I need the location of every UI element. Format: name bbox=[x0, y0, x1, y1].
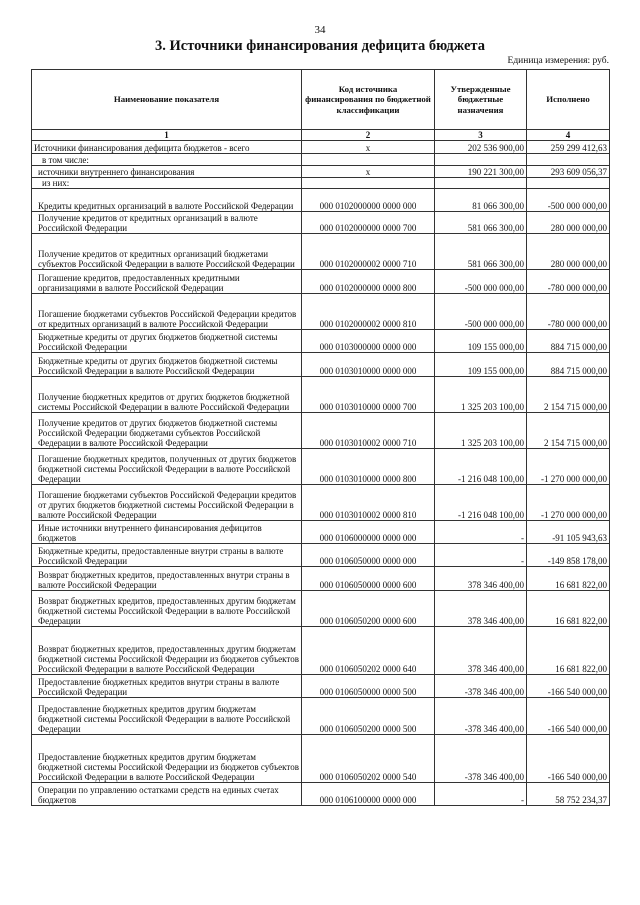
header-source-code: Код источника финансирования по бюджетной классификации bbox=[302, 70, 435, 130]
row-indicator-name: Источники финансирования дефицита бюджетов - всего bbox=[32, 141, 302, 154]
table-row bbox=[32, 675, 610, 698]
table-row bbox=[32, 353, 610, 377]
row-approved-amount: 190 221 300,00 bbox=[435, 166, 527, 178]
row-executed-amount: 16 681 822,00 bbox=[527, 627, 610, 675]
row-indicator-name: Получение кредитов от кредитных организаций бюджетами субъектов Российской Федерации в валюте Российской Федерации bbox=[32, 234, 302, 270]
row-source-code: 000 0106100000 0000 000 bbox=[302, 783, 435, 806]
table-row bbox=[32, 166, 610, 178]
row-indicator-name: Бюджетные кредиты от других бюджетов бюджетной системы Российской Федерации в валюте Российской Федерации bbox=[32, 353, 302, 377]
row-executed-amount bbox=[527, 178, 610, 189]
row-executed-amount: -1 270 000 000,00 bbox=[527, 485, 610, 521]
row-source-code: 000 0106050000 0000 600 bbox=[302, 567, 435, 591]
row-source-code: 000 0102000000 0000 000 bbox=[302, 189, 435, 212]
row-source-code: 000 0103010000 0000 800 bbox=[302, 449, 435, 485]
column-number: 3 bbox=[435, 130, 527, 141]
table-body bbox=[32, 141, 610, 806]
row-indicator-name: Возврат бюджетных кредитов, предоставленных внутри страны в валюте Российской Федерации bbox=[32, 567, 302, 591]
table-row bbox=[32, 294, 610, 330]
row-approved-amount bbox=[435, 178, 527, 189]
column-number: 2 bbox=[302, 130, 435, 141]
table-row bbox=[32, 735, 610, 783]
table-row bbox=[32, 270, 610, 294]
table-row bbox=[32, 189, 610, 212]
row-indicator-name: Погашение бюджетами субъектов Российской Федерации кредитов от других бюджетов бюджетной системы Российской Федерации в валюте Российской Федерации bbox=[32, 485, 302, 521]
row-source-code bbox=[302, 154, 435, 166]
table-row bbox=[32, 212, 610, 234]
row-source-code: 000 0106050200 0000 600 bbox=[302, 591, 435, 627]
column-number: 4 bbox=[527, 130, 610, 141]
column-number-row bbox=[32, 130, 610, 141]
row-executed-amount: -149 858 178,00 bbox=[527, 544, 610, 567]
row-indicator-name: Получение бюджетных кредитов от других бюджетов бюджетной системы Российской Федерации в валюте Российской Федерации bbox=[32, 377, 302, 413]
row-source-code: 000 0102000002 0000 810 bbox=[302, 294, 435, 330]
row-approved-amount: 378 346 400,00 bbox=[435, 567, 527, 591]
page-number: 34 bbox=[314, 24, 326, 36]
row-approved-amount: -378 346 400,00 bbox=[435, 675, 527, 698]
row-approved-amount: 1 325 203 100,00 bbox=[435, 413, 527, 449]
table-row bbox=[32, 377, 610, 413]
row-indicator-name: Погашение кредитов, предоставленных кредитными организациями в валюте Российской Федерации bbox=[32, 270, 302, 294]
row-indicator-name: в том числе: bbox=[32, 154, 302, 166]
row-executed-amount: -780 000 000,00 bbox=[527, 270, 610, 294]
row-approved-amount bbox=[435, 154, 527, 166]
row-source-code bbox=[302, 178, 435, 189]
row-indicator-name: Погашение бюджетных кредитов, полученных от других бюджетов бюджетной системы Российской Федерации в валюте Российской Федерации bbox=[32, 449, 302, 485]
row-executed-amount: -500 000 000,00 bbox=[527, 189, 610, 212]
row-executed-amount: 2 154 715 000,00 bbox=[527, 413, 610, 449]
row-source-code: 000 0106050202 0000 640 bbox=[302, 627, 435, 675]
row-approved-amount: - bbox=[435, 783, 527, 806]
row-executed-amount: 259 299 412,63 bbox=[527, 141, 610, 154]
table-row bbox=[32, 485, 610, 521]
table-row bbox=[32, 234, 610, 270]
header-approved: Утвержденные бюджетные назначения bbox=[435, 70, 527, 130]
row-approved-amount: -1 216 048 100,00 bbox=[435, 449, 527, 485]
row-indicator-name: Бюджетные кредиты, предоставленные внутри страны в валюте Российской Федерации bbox=[32, 544, 302, 567]
table-row bbox=[32, 544, 610, 567]
table-row bbox=[32, 591, 610, 627]
units-label: Единица измерения: руб. bbox=[507, 56, 609, 66]
row-approved-amount: 378 346 400,00 bbox=[435, 627, 527, 675]
table-row bbox=[32, 698, 610, 735]
page-title: 3. Источники финансирования дефицита бюджета bbox=[155, 38, 485, 54]
row-source-code: 000 0102000002 0000 710 bbox=[302, 234, 435, 270]
row-executed-amount: 293 609 056,37 bbox=[527, 166, 610, 178]
row-approved-amount: 81 066 300,00 bbox=[435, 189, 527, 212]
table-row bbox=[32, 141, 610, 154]
row-source-code: 000 0106050000 0000 000 bbox=[302, 544, 435, 567]
row-source-code: 000 0106050202 0000 540 bbox=[302, 735, 435, 783]
row-executed-amount: -166 540 000,00 bbox=[527, 698, 610, 735]
row-indicator-name: Получение кредитов от других бюджетов бюджетной системы Российской Федерации бюджетами субъектов Российской Федерации в валюте Российской Федерации bbox=[32, 413, 302, 449]
row-indicator-name: Возврат бюджетных кредитов, предоставленных другим бюджетам бюджетной системы Российской Федерации в валюте Российской Федерации bbox=[32, 591, 302, 627]
row-approved-amount: 202 536 900,00 bbox=[435, 141, 527, 154]
row-source-code: 000 0106050200 0000 500 bbox=[302, 698, 435, 735]
row-executed-amount bbox=[527, 154, 610, 166]
row-indicator-name: Кредиты кредитных организаций в валюте Российской Федерации bbox=[32, 189, 302, 212]
row-approved-amount: -500 000 000,00 bbox=[435, 270, 527, 294]
row-source-code: 000 0103010000 0000 700 bbox=[302, 377, 435, 413]
row-indicator-name: Операции по управлению остатками средств на единых счетах бюджетов bbox=[32, 783, 302, 806]
row-approved-amount: -1 216 048 100,00 bbox=[435, 485, 527, 521]
row-executed-amount: 280 000 000,00 bbox=[527, 212, 610, 234]
row-source-code: 000 0103010000 0000 000 bbox=[302, 353, 435, 377]
table-row bbox=[32, 154, 610, 166]
row-indicator-name: Получение кредитов от кредитных организаций в валюте Российской Федерации bbox=[32, 212, 302, 234]
row-approved-amount: 581 066 300,00 bbox=[435, 234, 527, 270]
row-executed-amount: -780 000 000,00 bbox=[527, 294, 610, 330]
row-executed-amount: 2 154 715 000,00 bbox=[527, 377, 610, 413]
row-approved-amount: - bbox=[435, 521, 527, 544]
row-approved-amount: - bbox=[435, 544, 527, 567]
row-executed-amount: 16 681 822,00 bbox=[527, 591, 610, 627]
row-executed-amount: -1 270 000 000,00 bbox=[527, 449, 610, 485]
row-executed-amount: -166 540 000,00 bbox=[527, 675, 610, 698]
row-source-code: x bbox=[302, 141, 435, 154]
table-row bbox=[32, 449, 610, 485]
row-approved-amount: 109 155 000,00 bbox=[435, 353, 527, 377]
table-row bbox=[32, 627, 610, 675]
row-approved-amount: -378 346 400,00 bbox=[435, 735, 527, 783]
row-approved-amount: 1 325 203 100,00 bbox=[435, 377, 527, 413]
table-row bbox=[32, 783, 610, 806]
header-executed: Исполнено bbox=[527, 70, 610, 130]
row-approved-amount: 581 066 300,00 bbox=[435, 212, 527, 234]
row-source-code: 000 0102000000 0000 700 bbox=[302, 212, 435, 234]
row-approved-amount: 378 346 400,00 bbox=[435, 591, 527, 627]
row-executed-amount: -91 105 943,63 bbox=[527, 521, 610, 544]
row-source-code: 000 0102000000 0000 800 bbox=[302, 270, 435, 294]
row-executed-amount: 280 000 000,00 bbox=[527, 234, 610, 270]
row-source-code: 000 0103000000 0000 000 bbox=[302, 330, 435, 353]
row-indicator-name: Предоставление бюджетных кредитов внутри страны в валюте Российской Федерации bbox=[32, 675, 302, 698]
row-indicator-name: Возврат бюджетных кредитов, предоставленных другим бюджетам бюджетной системы Российской Федерации из бюджетов субъектов Российской Федерации в валюте Российской Федерации bbox=[32, 627, 302, 675]
table-row bbox=[32, 330, 610, 353]
table-row bbox=[32, 413, 610, 449]
header-indicator-name: Наименование показателя bbox=[32, 70, 302, 130]
table-header-row bbox=[32, 70, 610, 130]
financing-sources-table bbox=[31, 69, 610, 806]
row-indicator-name: Бюджетные кредиты от других бюджетов бюджетной системы Российской Федерации bbox=[32, 330, 302, 353]
row-indicator-name: источники внутреннего финансирования bbox=[32, 166, 302, 178]
column-number: 1 bbox=[32, 130, 302, 141]
row-source-code: 000 0106000000 0000 000 bbox=[302, 521, 435, 544]
row-indicator-name: Иные источники внутреннего финансирования дефицитов бюджетов bbox=[32, 521, 302, 544]
row-approved-amount: 109 155 000,00 bbox=[435, 330, 527, 353]
row-executed-amount: -166 540 000,00 bbox=[527, 735, 610, 783]
row-approved-amount: -378 346 400,00 bbox=[435, 698, 527, 735]
row-source-code: 000 0103010002 0000 710 bbox=[302, 413, 435, 449]
row-approved-amount: -500 000 000,00 bbox=[435, 294, 527, 330]
row-executed-amount: 58 752 234,37 bbox=[527, 783, 610, 806]
row-indicator-name: из них: bbox=[32, 178, 302, 189]
table-row bbox=[32, 178, 610, 189]
row-indicator-name: Предоставление бюджетных кредитов другим бюджетам бюджетной системы Российской Федерации из бюджетов субъектов Российской Федерации в валюте Российской Федерации bbox=[32, 735, 302, 783]
table-row bbox=[32, 567, 610, 591]
table-row bbox=[32, 521, 610, 544]
row-indicator-name: Погашение бюджетами субъектов Российской Федерации кредитов от кредитных организаций в валюте Российской Федерации bbox=[32, 294, 302, 330]
row-source-code: x bbox=[302, 166, 435, 178]
row-executed-amount: 884 715 000,00 bbox=[527, 353, 610, 377]
row-source-code: 000 0106050000 0000 500 bbox=[302, 675, 435, 698]
row-indicator-name: Предоставление бюджетных кредитов другим бюджетам бюджетной системы Российской Федерации в валюте Российской Федерации bbox=[32, 698, 302, 735]
row-executed-amount: 884 715 000,00 bbox=[527, 330, 610, 353]
row-executed-amount: 16 681 822,00 bbox=[527, 567, 610, 591]
row-source-code: 000 0103010002 0000 810 bbox=[302, 485, 435, 521]
